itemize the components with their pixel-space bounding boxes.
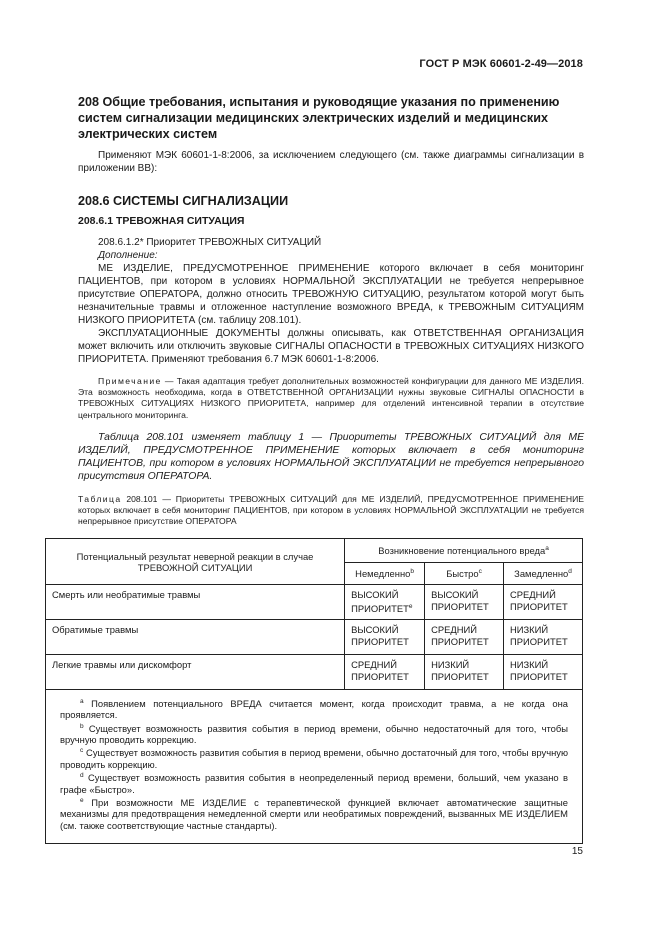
table-row: [46, 655, 583, 690]
row-cell: НИЗКИЙ ПРИОРИТЕТ: [425, 655, 504, 690]
table-caption: [78, 494, 584, 528]
italic-paragraph: Таблица 208.101 изменяет таблицу 1 — Приоритеты ТРЕВОЖНЫХ СИТУАЦИЙ для МЕ ИЗДЕЛИЙ, ПРЕДУСМОТРЕННОЕ ПРИМЕНЕНИЕ которых включает в себя мониторинг ПАЦИЕНТОВ, при котором в условиях НОРМАЛЬНОЙ ЭКСПЛУАТАЦИИ не требуется непрерывного присутствия ОПЕРАТОРА.: [78, 432, 584, 482]
row-result: Обратимые травмы: [46, 620, 345, 655]
table-caption-label: Таблица: [78, 494, 122, 504]
priority-table: [45, 538, 583, 844]
subsection-title: 208.6 СИСТЕМЫ СИГНАЛИЗАЦИИ: [78, 194, 289, 208]
table-footnotes: [46, 690, 583, 844]
footnote-d: $^d$ Существует возможность развития события в неопределенный период времени, больший, чем указано в графе «Быстро».: [60, 772, 568, 795]
row-cell: НИЗКИЙ ПРИОРИТЕТ: [504, 620, 583, 655]
item-title: 208.6.1.2* Приоритет ТРЕВОЖНЫХ СИТУАЦИЙ: [98, 237, 322, 248]
row-cell: СРЕДНИЙ ПРИОРИТЕТ: [504, 585, 583, 620]
footnote-e: $^e$ При возможности МЕ ИЗДЕЛИЕ с терапевтической функцией включает автоматические защитные механизмы для предотвращения немедленной смерти или необратимых повреждений, вызванных МЕ ИЗДЕЛИЕМ (см. также соответствующие частные стандарты).: [60, 796, 568, 831]
row-result: Легкие травмы или дискомфорт: [46, 655, 345, 690]
table-caption-text: 208.101 — Приоритеты ТРЕВОЖНЫХ СИТУАЦИЙ для МЕ ИЗДЕЛИЙ, ПРЕДУСМОТРЕННОЕ ПРИМЕНЕНИЕ которых включает в себя мониторинг ПАЦИЕНТОВ, при котором в условиях НОРМАЛЬНОЙ ЭКСПЛУАТАЦИИ не требуется непрерывное присутствие ОПЕРАТОРА: [78, 494, 584, 527]
row-cell: ВЫСОКИЙ ПРИОРИТЕТ: [425, 585, 504, 620]
header-col-fast: Быстро$^c$: [425, 563, 504, 585]
clause-title: 208.6.1 ТРЕВОЖНАЯ СИТУАЦИЯ: [78, 215, 245, 227]
row-result: Смерть или необратимые травмы: [46, 585, 345, 620]
note: [78, 376, 584, 421]
page-number: 15: [571, 846, 583, 857]
row-cell: ВЫСОКИЙ ПРИОРИТЕТ$^e$: [345, 585, 425, 620]
row-cell: СРЕДНИЙ ПРИОРИТЕТ: [425, 620, 504, 655]
section-intro: Применяют МЭК 60601-1-8:2006, за исключением следующего (см. также диаграммы сигнализации в приложении ВВ):: [78, 150, 584, 174]
footnote-a: $^a$ Появлением потенциального ВРЕДА считается момент, когда происходит травма, а не когда она проявляется.: [60, 698, 568, 721]
row-cell: НИЗКИЙ ПРИОРИТЕТ: [504, 655, 583, 690]
section-title: 208 Общие требования, испытания и руководящие указания по применению систем сигнализации медицинских электрических изделий и медицинских электрических систем: [78, 95, 560, 141]
paragraph-2: ЭКСПЛУАТАЦИОННЫЕ ДОКУМЕНТЫ должны описывать, как ОТВЕТСТВЕННАЯ ОРГАНИЗАЦИЯ может включить или отключить звуковые СИГНАЛЫ ОПАСНОСТИ в ТРЕВОЖНЫХ СИТУАЦИЯХ НИЗКОГО ПРИОРИТЕТА. Применяют требования 6.7 МЭК 60601-1-8:2006.: [78, 328, 584, 365]
table-row: [46, 585, 583, 620]
header-col-immediate: Немедленно$^b$: [345, 563, 425, 585]
row-cell: ВЫСОКИЙ ПРИОРИТЕТ: [345, 620, 425, 655]
row-cell: СРЕДНИЙ ПРИОРИТЕТ: [345, 655, 425, 690]
note-label: Примечание: [98, 376, 162, 386]
table-row: [46, 620, 583, 655]
header-result: Потенциальный результат неверной реакции в случае ТРЕВОЖНОЙ СИТУАЦИИ: [46, 539, 345, 585]
footnote-b: $^b$ Существует возможность развития события в период времени, обычно недостаточный для того, чтобы вручную проводить коррекцию.: [60, 722, 568, 746]
note-text: — Такая адаптация требует дополнительных возможностей конфигурации для данного МЕ ИЗДЕЛИЯ. Эта возможность необходима, когда в ОТВЕТСТВЕННОЙ ОРГАНИЗАЦИИ нужны звуковые СИГНАЛЫ ОПАСНОСТИ в ТРЕВОЖНЫХ СИТУАЦИЯХ НИЗКОГО ПРИОРИТЕТА, например для отделений интенсивной терапии в отсутствие центрального мониторинга.: [78, 376, 584, 420]
footnote-c: $^c$ Существует возможность развития события в период времени, обычно достаточный для того, чтобы вручную проводить коррекцию.: [60, 747, 568, 770]
addition-label: Дополнение:: [98, 250, 158, 261]
document-header: ГОСТ Р МЭК 60601-2-49—2018: [419, 58, 583, 70]
header-col-slow: Замедленно$^d$: [504, 563, 583, 585]
header-onset: Возникновение потенциального вреда$^a$: [345, 539, 583, 563]
paragraph-1: МЕ ИЗДЕЛИЕ, ПРЕДУСМОТРЕННОЕ ПРИМЕНЕНИЕ которого включает в себя мониторинг ПАЦИЕНТОВ, при котором в условиях НОРМАЛЬНОЙ ЭКСПЛУАТАЦИИ не требуется непрерывное присутствие ОПЕРАТОРА, должно относить ТРЕВОЖНУЮ СИТУАЦИЮ, результатом которой могут быть незначительные травмы и отложенное наступление возможного ВРЕДА, к ТРЕВОЖНЫМ СИТУАЦИЯМ НИЗКОГО ПРИОРИТЕТА (см. таблицу 208.101).: [78, 263, 584, 326]
